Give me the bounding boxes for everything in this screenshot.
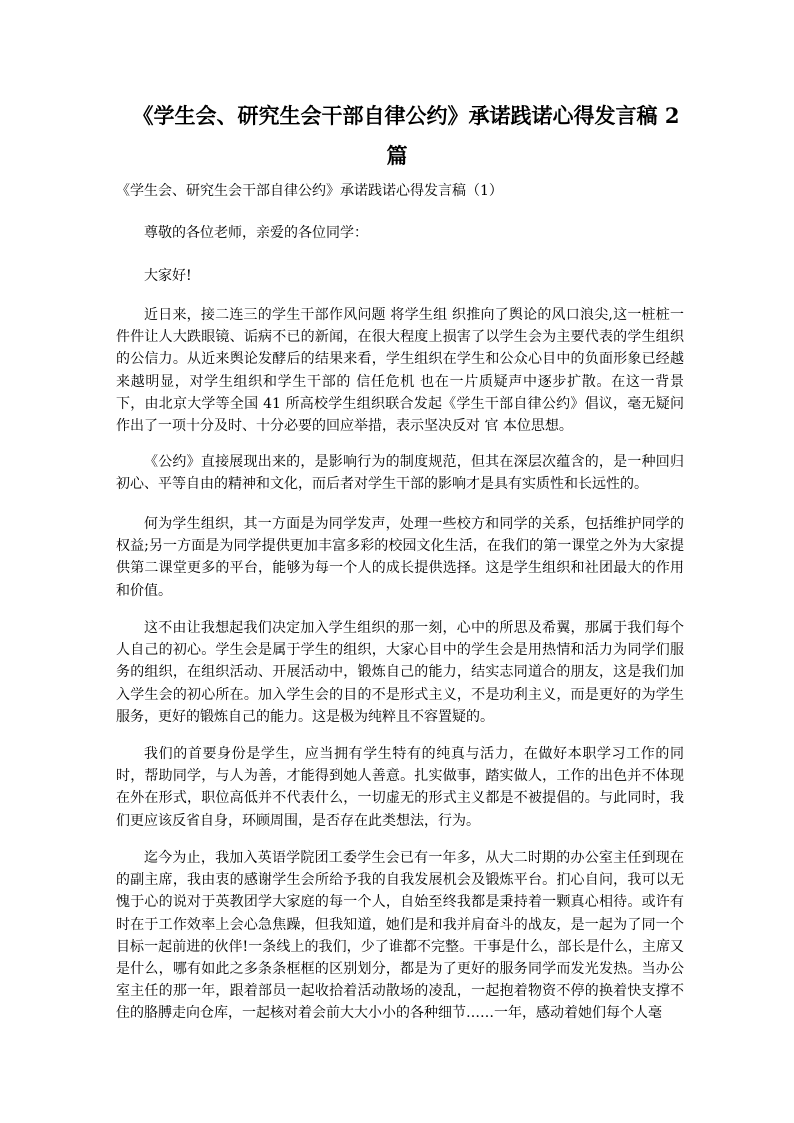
paragraph-body-6: 迄今为止，我加入英语学院团工委学生会已有一年多，从大二时期的办公室主任到现在的副主席，我由衷的感谢学生会所给予我的自我发展机会及锻炼平台。扪心自问，我可以无愧于心的说对于英教团学大家庭的每一个人，自始至终我都是秉持着一颗真心相待。或许有时在于工作效率上会心急焦躁，但我知道，她们是和我并肩奋斗的战友，是一起为了同一个目标一起前进的伙伴!一条线上的我们，少了谁都不完整。干事是什么，部长是什么，主席又是什么，哪有如此之多条条框框的区别划分，都是为了更好的服务同学而发光发热。当办公室主任的那一年，跟着部员一起收拾着活动散场的凌乱，一起抱着物资不停的换着快支撑不住的胳膊走向仓库，一起核对着会前大大小小的各种细节……一年，感动着她们每个人毫 [116,850,684,1022]
paragraph-body-5: 我们的首要身份是学生，应当拥有学生特有的纯真与活力，在做好本职学习工作的同时，帮助同学，与人为善，才能得到她人善意。扎实做事，踏实做人，工作的出色并不体现在外在形式，职位高低并不代表什么，一切虚无的形式主义都是不被提倡的。与此同时，我们更应该反省自身，环顾周围，是否存在此类想法，行为。 [116,746,684,829]
document-subtitle: 《学生会、研究生会干部自律公约》承诺践诺心得发言稿（1） [116,183,503,199]
document-title-line-2: 篇 [386,143,408,168]
document-title-line-1: 《学生会、研究生会干部自律公约》承诺践诺心得发言稿 2 [132,103,680,128]
paragraph-body-2: 《公约》直接展现出来的，是影响行为的制度规范，但其在深层次蕴含的，是一种回归初心、平等自由的精神和文化，而后者对学生干部的影响才是具有实质性和长远性的。 [116,454,684,493]
paragraph-body-1: 近日来，接二连三的学生干部作风问题 将学生组 织推向了舆论的风口浪尖,这一桩桩一件件让人大跌眼镜、诟病不已的新闻，在很大程度上损害了以学生会为主要代表的学生组织的公信力。从近来舆论发酵后的结果来看，学生组织在学生和公众心目中的负面形象已经越来越明显，对学生组织和学生干部的 信任危机 也在一片质疑声中逐步扩散。在这一背景下，由北京大学等全国 41 所高校学生组织联合发起《学生干部自律公约》倡议，毫无疑问作出了一项十分及时、十分必要的回应举措，表示坚决反对 官 本位思想。 [116,307,684,435]
paragraph-greeting: 大家好! [144,268,192,284]
paragraph-salutation: 尊敬的各位老师，亲爱的各位同学： [144,225,368,241]
paragraph-body-3: 何为学生组织，其一方面是为同学发声，处理一些校方和同学的关系，包括维护同学的权益;另一方面是为同学提供更加丰富多彩的校园文化生活，在我们的第一课堂之外为大家提供第二课堂更多的平台，能够为每一个人的成长提供选择。这是学生组织和社团最大的作用和价值。 [116,516,684,599]
paragraph-body-4: 这不由让我想起我们决定加入学生组织的那一刻，心中的所思及希翼，那属于我们每个人自己的初心。学生会是属于学生的组织，大家心目中的学生会是用热情和活力为同学们服务的组织，在组织活动、开展活动中，锻炼自己的能力，结实志同道合的朋友，这是我们加入学生会的初心所在。加入学生会的目的不是形式主义，不是功利主义，而是更好的为学生服务，更好的锻炼自己的能力。这是极为纯粹且不容置疑的。 [116,620,684,725]
